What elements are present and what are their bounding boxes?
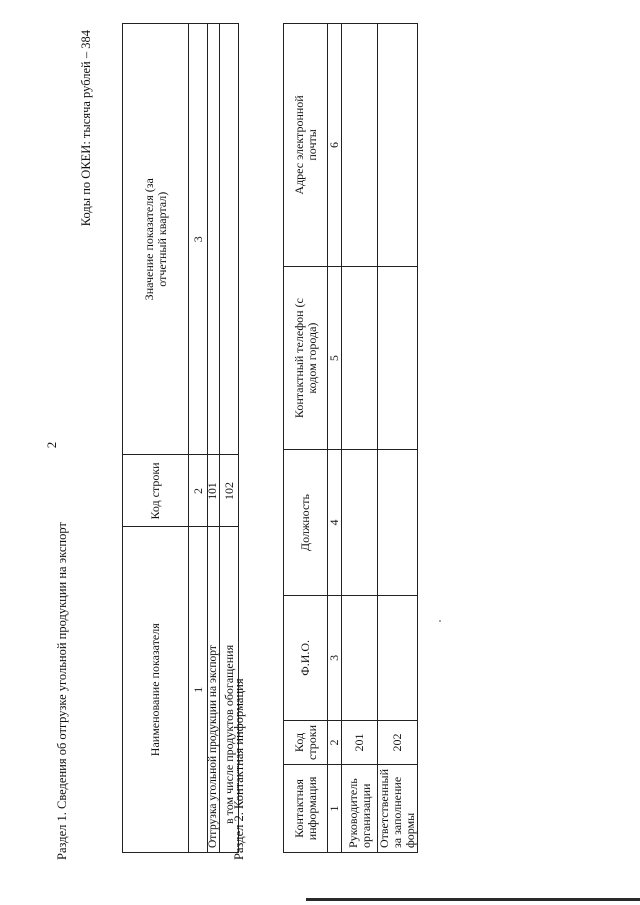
col-number: 4 [328, 450, 342, 595]
contact-label: Ответственный за заполнение формы [378, 764, 418, 852]
col-number: 2 [189, 455, 208, 527]
page-number: 2 [44, 441, 59, 449]
row-name: в том числе продуктов обогащения [220, 527, 239, 853]
section1-table [122, 23, 239, 853]
col-number: 6 [328, 24, 342, 267]
full-name-cell[interactable] [342, 595, 378, 720]
position-cell[interactable] [378, 450, 418, 595]
col-number: 5 [328, 266, 342, 450]
header-indicator-value: Значение показателя (за отчетный квартал) [123, 24, 189, 456]
row-code: 202 [378, 720, 418, 764]
value-cell[interactable] [208, 24, 220, 456]
col-number: 3 [328, 595, 342, 720]
value-cell[interactable] [220, 24, 239, 456]
table-row [208, 24, 220, 853]
header-phone: Контактный телефон (с кодом города) [284, 266, 328, 450]
email-cell[interactable] [378, 24, 418, 267]
row-code: 102 [220, 455, 239, 527]
header-full-name: Ф.И.О. [284, 595, 328, 720]
row-code: 101 [208, 455, 220, 527]
col-number: 1 [328, 764, 342, 852]
header-indicator-name: Наименование показателя [123, 527, 189, 853]
table-row [342, 24, 378, 853]
col-number: 3 [189, 24, 208, 456]
col-number: 2 [328, 720, 342, 764]
header-position: Должность [284, 450, 328, 595]
phone-cell[interactable] [378, 266, 418, 450]
scan-speck [439, 620, 441, 622]
header-email: Адрес электронной почты [284, 24, 328, 267]
rotated-form-page [50, 30, 417, 860]
full-name-cell[interactable] [378, 595, 418, 720]
position-cell[interactable] [342, 450, 378, 595]
header-line-code: Код строки [123, 455, 189, 527]
section1-title: Раздел 1. Сведения об отгрузке угольной продукции на экспорт [55, 522, 69, 860]
okei-codes-note: Коды по ОКЕИ: тысяча рублей – 384 [79, 30, 93, 227]
phone-cell[interactable] [342, 266, 378, 450]
contact-label: Руководитель организации [342, 764, 378, 852]
header-line-code: Код строки [284, 720, 328, 764]
row-name: Отгрузка угольной продукции на экспорт [208, 527, 220, 853]
col-number: 1 [189, 527, 208, 853]
email-cell[interactable] [342, 24, 378, 267]
section2-table [283, 23, 418, 853]
scan-edge-line [306, 898, 640, 901]
section2-title: Раздел 2. Контактная информация [232, 678, 246, 860]
row-code: 201 [342, 720, 378, 764]
header-contact-info: Контактная информация [284, 764, 328, 852]
table-row [378, 24, 418, 853]
